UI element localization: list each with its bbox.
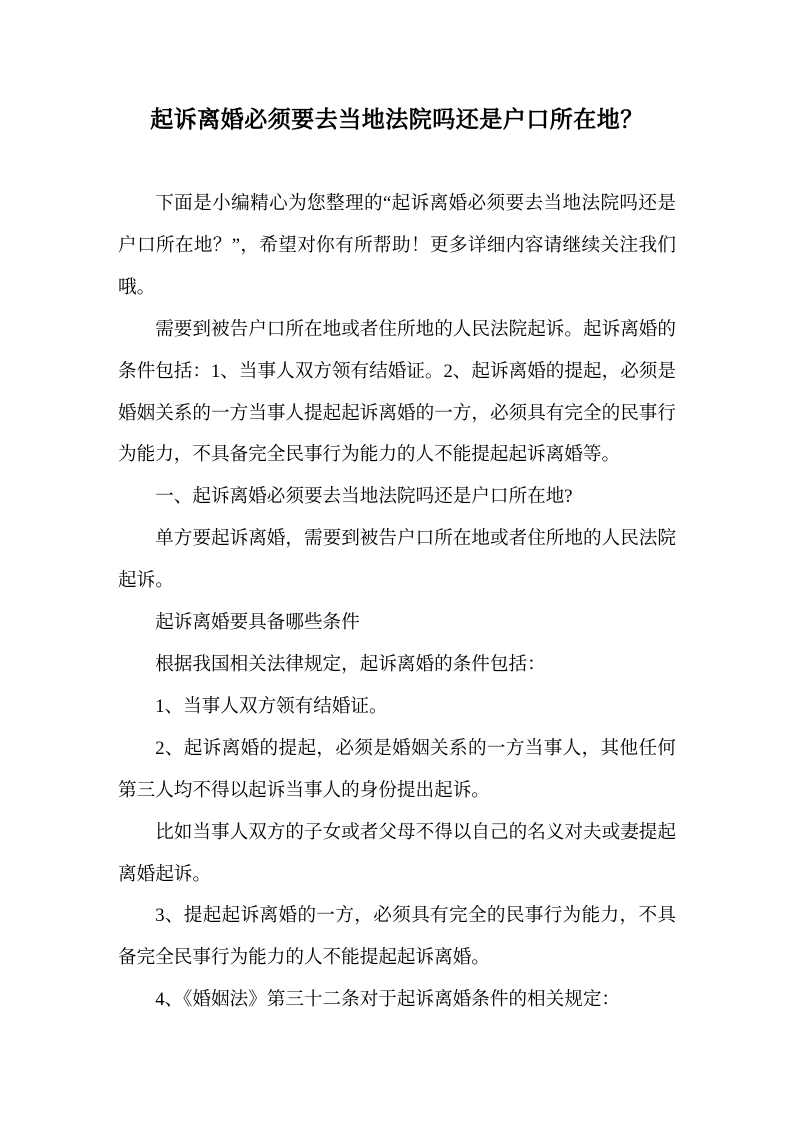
paragraph-section-1-heading: 一、起诉离婚必须要去当地法院吗还是户口所在地?	[155, 486, 573, 508]
paragraph-condition-4: 4、《婚姻法》第三十二条对于起诉离婚条件的相关规定：	[155, 989, 621, 1011]
paragraph-condition-3: 3、提起起诉离婚的一方，必须具有完全的民事行为能力，不具备完全民事行为能力的人不能提起起诉离婚。	[118, 905, 676, 969]
document-title: 起诉离婚必须要去当地法院吗还是户口所在地？	[150, 107, 644, 132]
paragraph-intro: 下面是小编精心为您整理的“起诉离婚必须要去当地法院吗还是户口所在地？”，希望对你有所帮助！更多详细内容请继续关注我们哦。	[118, 193, 676, 298]
paragraph-conditions-intro: 根据我国相关法律规定，起诉离婚的条件包括：	[155, 653, 546, 675]
paragraph-condition-1: 1、当事人双方领有结婚证。	[155, 695, 388, 717]
paragraph-section-1-body: 单方要起诉离婚，需要到被告户口所在地或者住所地的人民法院起诉。	[118, 528, 676, 592]
paragraph-conditions-heading: 起诉离婚要具备哪些条件	[155, 612, 360, 634]
document-body	[118, 183, 676, 1021]
paragraph-answer-summary: 需要到被告户口所在地或者住所地的人民法院起诉。起诉离婚的条件包括：1、当事人双方领有结婚证。2、起诉离婚的提起，必须是婚姻关系的一方当事人提起起诉离婚的一方，必须具有完全的民事行为能力，不具备完全民事行为能力的人不能提起起诉离婚等。	[118, 318, 676, 466]
paragraph-condition-2: 2、起诉离婚的提起，必须是婚姻关系的一方当事人，其他任何第三人均不得以起诉当事人的身份提出起诉。	[118, 737, 676, 801]
paragraph-condition-2-example: 比如当事人双方的子女或者父母不得以自己的名义对夫或妻提起离婚起诉。	[118, 821, 676, 885]
